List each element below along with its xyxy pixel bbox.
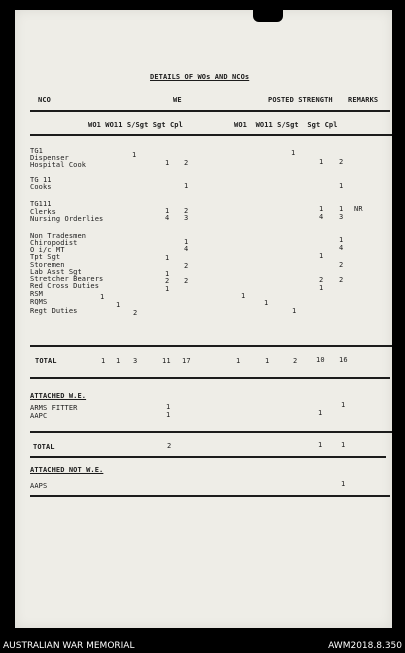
- row-label: Tpt Sgt: [30, 253, 61, 261]
- row-label: RQMS: [30, 298, 48, 306]
- cell-value: 4: [184, 245, 189, 253]
- row-label: RSM: [30, 290, 43, 298]
- cell-value: 2: [184, 262, 189, 270]
- row-label: Cooks: [30, 183, 52, 191]
- total-value: 1: [318, 441, 323, 449]
- row-label: Clerks: [30, 208, 56, 216]
- cell-value: 1: [292, 307, 297, 315]
- attached-item: AAPS: [30, 482, 48, 490]
- cell-value: 1: [319, 284, 324, 292]
- cell-value: 1: [165, 159, 170, 167]
- row-label: TG 11: [30, 176, 52, 184]
- total-value: 1: [265, 357, 270, 365]
- cell-value: 1: [319, 252, 324, 260]
- cell-value: 1: [319, 158, 324, 166]
- divider: [30, 345, 392, 347]
- cell-value: 1: [132, 151, 137, 159]
- total-label: TOTAL: [35, 357, 57, 365]
- cell-value: 2: [339, 158, 344, 166]
- cell-value: 1: [165, 270, 170, 278]
- cell-value: 2: [319, 276, 324, 284]
- attached-item: ARMS FITTER: [30, 404, 78, 412]
- cell-value: 1: [318, 409, 323, 417]
- total-value: 2: [293, 357, 298, 365]
- page-notch: [253, 10, 283, 22]
- document-title: DETAILS OF WOs AND NCOs: [150, 73, 250, 81]
- row-label: Chiropodist: [30, 239, 78, 247]
- cell-value: 1: [241, 292, 246, 300]
- row-label: Red Cross Duties: [30, 282, 100, 290]
- total-value: 2: [167, 442, 172, 450]
- cell-value: 1: [165, 285, 170, 293]
- row-label: Non Tradesmen: [30, 232, 87, 240]
- cell-value: 1: [319, 205, 324, 213]
- cell-value: 3: [184, 214, 189, 222]
- total-value: 1: [341, 441, 346, 449]
- header-we: WE: [173, 96, 182, 104]
- header-nco: NCO: [38, 96, 51, 104]
- cell-value: 1: [166, 403, 171, 411]
- cell-value: 1: [339, 236, 344, 244]
- divider: [30, 110, 390, 112]
- cell-value: 1: [166, 411, 171, 419]
- footer-bar: [0, 640, 405, 653]
- cell-value: 1: [341, 401, 346, 409]
- cell-value: 1: [116, 301, 121, 309]
- total-value: 16: [339, 356, 348, 364]
- header-posted-strength: POSTED STRENGTH: [268, 96, 333, 104]
- total-label: TOTAL: [33, 443, 55, 451]
- we-column-headers: WO1 WO11 S/Sgt Sgt Cpl: [88, 121, 183, 129]
- cell-value: 1: [291, 149, 296, 157]
- total-value: 1: [101, 357, 106, 365]
- cell-value: 2: [133, 309, 138, 317]
- cell-value: 1: [100, 293, 105, 301]
- cell-value: 1: [339, 182, 344, 190]
- total-value: 1: [116, 357, 121, 365]
- row-label: Lab Asst Sgt: [30, 268, 82, 276]
- row-label: Regt Duties: [30, 307, 78, 315]
- total-value: 10: [316, 356, 325, 364]
- row-label: Nursing Orderlies: [30, 215, 104, 223]
- attached-item: AAPC: [30, 412, 48, 420]
- cell-value: 1: [165, 207, 170, 215]
- cell-value: 1: [339, 205, 344, 213]
- row-label: Stretcher Bearers: [30, 275, 104, 283]
- cell-value: 3: [339, 213, 344, 221]
- divider: [30, 134, 392, 136]
- remark-value: NR: [354, 205, 363, 213]
- divider: [30, 495, 390, 497]
- cell-value: 2: [184, 207, 189, 215]
- total-value: 3: [133, 357, 138, 365]
- row-label: TG1: [30, 147, 43, 155]
- cell-value: 2: [184, 277, 189, 285]
- footer-id: AWM2018.8.350: [328, 641, 402, 651]
- divider: [30, 377, 390, 379]
- row-label: Dispenser: [30, 154, 69, 162]
- divider: [30, 431, 392, 433]
- cell-value: 2: [165, 277, 170, 285]
- cell-value: 1: [184, 238, 189, 246]
- cell-value: 1: [184, 182, 189, 190]
- cell-value: 1: [341, 480, 346, 488]
- total-value: 11: [162, 357, 171, 365]
- total-value: 1: [236, 357, 241, 365]
- row-label: O i/c MT: [30, 246, 65, 254]
- cell-value: 2: [339, 261, 344, 269]
- cell-value: 1: [165, 254, 170, 262]
- row-label: TG111: [30, 200, 52, 208]
- document-page: [15, 10, 392, 628]
- cell-value: 1: [264, 299, 269, 307]
- total-value: 17: [182, 357, 191, 365]
- cell-value: 4: [319, 213, 324, 221]
- attached-we-heading: ATTACHED W.E.: [30, 392, 87, 400]
- attached-not-we-heading: ATTACHED NOT W.E.: [30, 466, 104, 474]
- row-label: Storemen: [30, 261, 65, 269]
- row-label: Hospital Cook: [30, 161, 87, 169]
- cell-value: 4: [339, 244, 344, 252]
- cell-value: 4: [165, 214, 170, 222]
- header-remarks: REMARKS: [348, 96, 379, 104]
- footer-credit: AUSTRALIAN WAR MEMORIAL: [3, 641, 135, 651]
- divider: [30, 456, 386, 458]
- cell-value: 2: [339, 276, 344, 284]
- cell-value: 2: [184, 159, 189, 167]
- posted-column-headers: WO1 WO11 S/Sgt Sgt Cpl: [234, 121, 338, 129]
